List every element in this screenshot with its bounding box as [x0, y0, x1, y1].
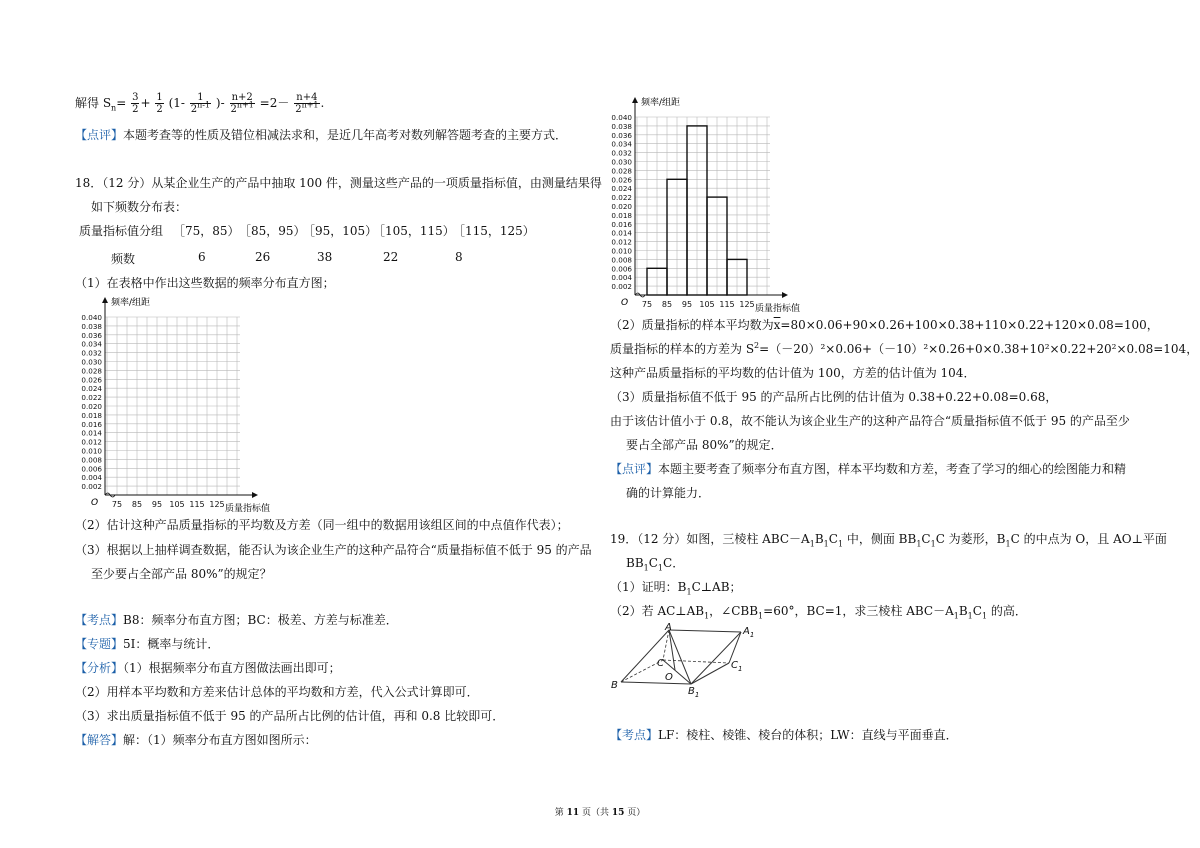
edge-B1-C1: [691, 663, 729, 684]
y-axis-label: 频率/组距: [641, 98, 681, 108]
table-header-cell: ［85，95）: [239, 224, 306, 238]
y-tick-label: 0.024: [81, 384, 102, 394]
y-tick-label: 0.004: [81, 473, 102, 483]
jieda-1: 【解答】解：（1）频率分布直方图如图所示：: [75, 733, 317, 747]
review-2: 【点评】本题主要考查了频率分布直方图，样本平均数和方差，考查了学习的细心的绘图能力和精: [610, 462, 1127, 476]
table-cell: 38: [317, 250, 333, 264]
y-tick-label: 0.020: [81, 402, 102, 411]
table-cell: 22: [383, 250, 399, 264]
table-cell: 26: [255, 250, 271, 264]
y-tick-label: 0.026: [81, 375, 102, 385]
y-tick-label: 0.030: [611, 157, 632, 167]
q19-sub2: （2）若 $AC\perp AB_1$，$\angle CBB_1=60^\circ$，BC=1，求三棱柱 $ABC-A_1B_1C_1$ 的高．: [610, 604, 1027, 621]
y-tick-label: 0.008: [611, 255, 632, 265]
answer3-c: 要占全部产品 80%”的规定．: [626, 438, 783, 452]
y-tick-label: 0.004: [611, 273, 632, 283]
y-tick-label: 0.022: [81, 393, 102, 403]
y-tick-label: 0.006: [81, 464, 102, 474]
x-tick-label: 95: [151, 500, 163, 509]
y-tick-label: 0.012: [81, 437, 102, 447]
x-axis-label: 质量指标值: [755, 304, 801, 314]
y-tick-label: 0.034: [81, 339, 102, 349]
y-axis-label: 频率/组距: [111, 298, 151, 308]
q18-sub3b: 至少要占全部产品 80%”的规定？: [91, 567, 272, 581]
fraction-3-2: $\frac{3}{2}$: [132, 92, 139, 115]
q18-sub1: （1）在表格中作出这些数据的频率分布直方图；: [75, 276, 335, 290]
origin-label: O: [91, 498, 99, 508]
x-tick-label: 85: [661, 300, 673, 309]
label-O: O: [665, 672, 673, 683]
origin-label: O: [621, 298, 629, 308]
x-bar-symbol: $\overline{x}$: [773, 318, 781, 332]
y-tick-label: 0.040: [81, 313, 102, 322]
fraction-n4: $\frac{n+4}{2^{n+1}}$: [295, 92, 319, 115]
y-tick-label: 0.034: [611, 139, 632, 149]
x-tick-label: 75: [111, 500, 123, 509]
frequency-histogram: [595, 92, 825, 316]
y-tick-label: 0.014: [81, 428, 102, 438]
hidden-edge-A-C: [663, 630, 669, 660]
fenxi-2: （2）用样本平均数和方差来估计总体的平均数和方差，代入公式计算即可．: [75, 685, 479, 699]
answer3-b: 由于该估计值小于 0.8，故不能认为该企业生产的这种产品符合“质量指标值不低于 95 的产品至少: [610, 414, 1130, 428]
zhuanti-1: 【专题】5I：概率与统计．: [75, 637, 220, 651]
label-C: C: [657, 658, 664, 669]
y-tick-label: 0.040: [611, 113, 632, 122]
q18-line2: 如下频数分布表：: [91, 200, 188, 214]
x-tick-label: 85: [131, 500, 143, 509]
fenxi-3: （3）求出质量指标值不低于 95 的产品所占比例的估计值，再和 0.8 比较即可．: [75, 709, 505, 723]
table-cell: 8: [455, 250, 463, 264]
y-tick-label: 0.036: [81, 330, 102, 340]
table-header-cell: ［95，105）: [303, 224, 378, 238]
y-tick-label: 0.016: [81, 419, 102, 429]
y-tick-label: 0.020: [611, 202, 632, 211]
y-tick-label: 0.008: [81, 455, 102, 465]
kaodian-1: 【考点】B8：频率分布直方图；BC：极差、方差与标准差．: [75, 613, 398, 627]
label-B1: $B_1$: [688, 686, 700, 698]
label-C1: $C_1$: [731, 660, 743, 673]
edge-A-A1: [669, 630, 741, 632]
page-number: 11: [566, 808, 580, 818]
answer2-variance: 质量指标的样本的方差为 $S^2=(-20)^2\times 0.06+(-10)^2\times 0.26+0\times 0.38+10^2\times 0.22+20^2\times 0.08=104$，: [610, 341, 1199, 356]
review-2-cont: 确的计算能力．: [626, 486, 711, 500]
x-tick-label: 105: [169, 500, 185, 509]
q19-line1: 19．（12 分）如图，三棱柱 $ABC-A_1B_1C_1$ 中，侧面 $BB_1C_1C$ 为菱形，$B_1C$ 的中点为 O，且 AO⊥平面: [610, 532, 1167, 549]
answer3-a: （3）质量指标值不低于 95 的产品所占比例的估计值为 0.38+0.22+0.08=0.68，: [610, 390, 1058, 404]
y-tick-label: 0.022: [611, 193, 632, 203]
solve-eq: =: [116, 96, 127, 110]
edge-A1-C1: [729, 632, 741, 663]
grid-lines: [105, 317, 240, 495]
solve-sub: n: [111, 103, 117, 113]
edge-A-O: [669, 630, 675, 670]
y-tick-label: 0.014: [611, 228, 632, 238]
y-tick-label: 0.038: [611, 121, 632, 131]
y-tick-label: 0.010: [81, 446, 102, 456]
q18-sub2: （2）估计这种产品质量指标的平均数及方差（同一组中的数据用该组区间的中点值作代表）；: [75, 518, 569, 532]
solve-prefix: 解得 S: [75, 96, 112, 110]
y-tick-label: 0.026: [611, 175, 632, 185]
label-B: B: [611, 680, 618, 691]
review-1: 【点评】本题考查等的性质及错位相减法求和，是近几年高考对数列解答题考查的主要方式．: [75, 128, 568, 142]
y-tick-label: 0.038: [81, 321, 102, 331]
answer2-mean: （2）质量指标的样本平均数为$\overline{x}=80\times 0.06+90\times 0.26+100\times 0.38+110\times 0.22+120\times 0.08=100$，: [610, 318, 1159, 332]
table-header-cell: 质量指标值分组: [79, 224, 164, 238]
kaodian-2: 【考点】LF：棱柱、棱锥、棱台的体积；LW：直线与平面垂直．: [610, 728, 958, 742]
x-tick-label: 125: [739, 300, 755, 309]
y-tick-label: 0.012: [611, 237, 632, 247]
review-tag: 【点评】: [75, 128, 124, 142]
y-tick-label: 0.002: [611, 282, 632, 292]
x-tick-label: 105: [699, 300, 715, 309]
y-axis-arrow: [102, 297, 108, 303]
y-tick-label: 0.016: [611, 219, 632, 229]
page-total: 15: [611, 808, 625, 818]
answer2-conclusion: 这种产品质量指标的平均数的估计值为 100，方差的估计值为 104．: [610, 366, 976, 380]
x-axis-label: 质量指标值: [225, 504, 271, 514]
x-axis-arrow: [782, 292, 788, 298]
axes: [102, 297, 258, 498]
empty-histogram-grid: [65, 292, 295, 516]
y-tick-label: 0.024: [611, 184, 632, 194]
y-tick-label: 0.032: [81, 348, 102, 358]
edge-B-B1: [621, 682, 691, 684]
q19-line2: $BB_1C_1C$．: [626, 556, 685, 573]
y-tick-label: 0.036: [611, 130, 632, 140]
y-tick-label: 0.028: [611, 166, 632, 176]
y-tick-label: 0.006: [611, 264, 632, 274]
x-tick-label: 115: [719, 300, 735, 309]
q19-sub1: （1）证明：$B_1C\perp AB$；: [610, 580, 742, 597]
frequency-table: [75, 222, 590, 266]
q18-sub3a: （3）根据以上抽样调查数据，能否认为该企业生产的这种产品符合“质量指标值不低于 95 的产品: [75, 543, 592, 557]
label-A1: $A_1$: [743, 626, 755, 639]
y-axis-arrow: [632, 97, 638, 103]
edge-A1-B1: [691, 632, 741, 684]
fraction-n2: $\frac{n+2}{2^{n+1}}$: [230, 92, 254, 115]
label-A: A: [665, 622, 672, 633]
y-tick-label: 0.018: [611, 210, 632, 220]
prism-figure: [605, 622, 775, 698]
y-tick-labels: [611, 113, 632, 291]
x-tick-labels: [642, 300, 755, 309]
edge-B-A: [621, 630, 669, 682]
q18-line1: 18．（12 分）从某企业生产的产品中抽取 100 件，测量这些产品的一项质量指标值，由测量结果得: [75, 176, 602, 190]
x-tick-label: 115: [189, 500, 205, 509]
table-header-cell: ［115，125）: [453, 224, 535, 238]
x-tick-label: 75: [641, 300, 653, 309]
x-tick-label: 95: [681, 300, 693, 309]
table-header-cell: ［105，115）: [373, 224, 455, 238]
y-tick-labels: [81, 313, 102, 491]
page-footer: 第 11 页（共 15 页）: [554, 808, 646, 818]
x-tick-label: 125: [209, 500, 225, 509]
y-tick-label: 0.032: [611, 148, 632, 158]
table-cell: 6: [198, 250, 206, 264]
y-tick-label: 0.002: [81, 482, 102, 492]
table-cell: 频数: [111, 252, 136, 266]
x-tick-labels: [112, 500, 225, 509]
fraction-1-2n-1: $\frac{1}{2^{n-1}}$: [190, 92, 211, 115]
solve-formula-line: 解得 $S_n=$ $\frac{3}{2}$ + $\frac{1}{2}$ (1- $\frac{1}{2^{n-1}}$ )- $\frac{n+2}{2^{n+1}}$ =2－ $\frac{n+4}{2^{n+1}}$ .: [75, 92, 325, 115]
y-tick-label: 0.018: [81, 410, 102, 420]
x-axis-arrow: [252, 492, 258, 498]
y-tick-label: 0.010: [611, 246, 632, 256]
table-header-cell: ［75，85）: [173, 224, 240, 238]
fenxi-1: 【分析】（1）根据频率分布直方图做法画出即可；: [75, 661, 341, 675]
hidden-edge-C-C1: [663, 660, 729, 663]
y-tick-label: 0.028: [81, 366, 102, 376]
fraction-1-2: $\frac{1}{2}$: [156, 92, 163, 115]
y-tick-label: 0.030: [81, 357, 102, 367]
